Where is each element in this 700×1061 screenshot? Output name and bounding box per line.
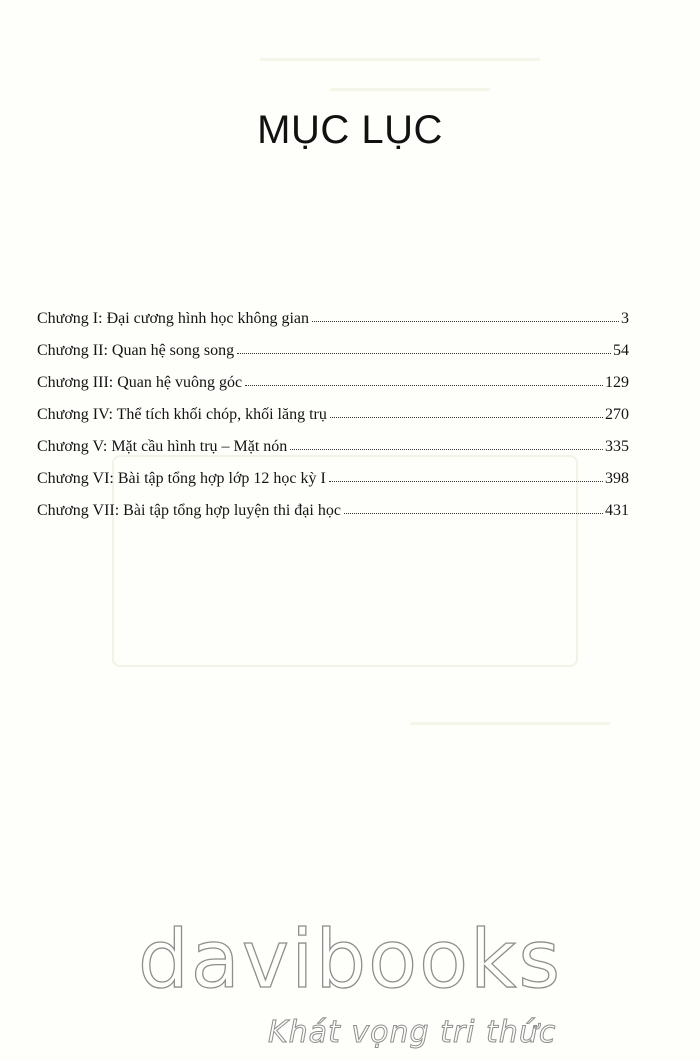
toc-entry bbox=[37, 342, 629, 374]
toc-entry-page: 270 bbox=[605, 406, 629, 423]
toc-entry-label: Chương VII: Bài tập tổng hợp luyện thi đại học bbox=[37, 502, 341, 519]
toc-entry-label: Chương IV: Thể tích khối chóp, khối lăng trụ bbox=[37, 406, 327, 423]
toc-entry-label: Chương III: Quan hệ vuông góc bbox=[37, 374, 243, 391]
toc-entry bbox=[37, 502, 629, 534]
toc-entry-page: 3 bbox=[621, 310, 629, 327]
page-title: MỤC LỤC bbox=[257, 108, 443, 152]
bleed-through-line bbox=[330, 88, 490, 91]
toc-entry-label: Chương VI: Bài tập tổng hợp lớp 12 học kỳ I bbox=[37, 470, 326, 487]
bleed-through-line bbox=[260, 58, 540, 61]
bleed-through-line bbox=[410, 722, 610, 725]
toc-entry bbox=[37, 406, 629, 438]
toc-entry-label: Chương V: Mặt cầu hình trụ – Mặt nón bbox=[37, 438, 288, 455]
toc-entry-page: 398 bbox=[605, 470, 629, 487]
table-of-contents bbox=[37, 310, 629, 534]
toc-entry bbox=[37, 470, 629, 502]
toc-entry-page: 129 bbox=[605, 374, 629, 391]
toc-leader-dots bbox=[329, 480, 603, 482]
toc-leader-dots bbox=[344, 512, 603, 514]
toc-entry-label: Chương II: Quan hệ song song bbox=[37, 342, 235, 359]
toc-leader-dots bbox=[312, 320, 619, 322]
toc-entry bbox=[37, 438, 629, 470]
toc-leader-dots bbox=[237, 352, 611, 354]
toc-entry-label: Chương I: Đại cương hình học không gian bbox=[37, 310, 310, 327]
toc-leader-dots bbox=[245, 384, 603, 386]
toc-entry bbox=[37, 310, 629, 342]
toc-leader-dots bbox=[330, 416, 603, 418]
toc-entry-page: 431 bbox=[605, 502, 629, 519]
toc-leader-dots bbox=[290, 448, 603, 450]
toc-entry-page: 54 bbox=[613, 342, 629, 359]
toc-entry bbox=[37, 374, 629, 406]
toc-entry-page: 335 bbox=[605, 438, 629, 455]
watermark-tagline: Khát vọng tri thức bbox=[268, 1015, 557, 1050]
watermark-logo: davibooks bbox=[137, 913, 563, 1006]
